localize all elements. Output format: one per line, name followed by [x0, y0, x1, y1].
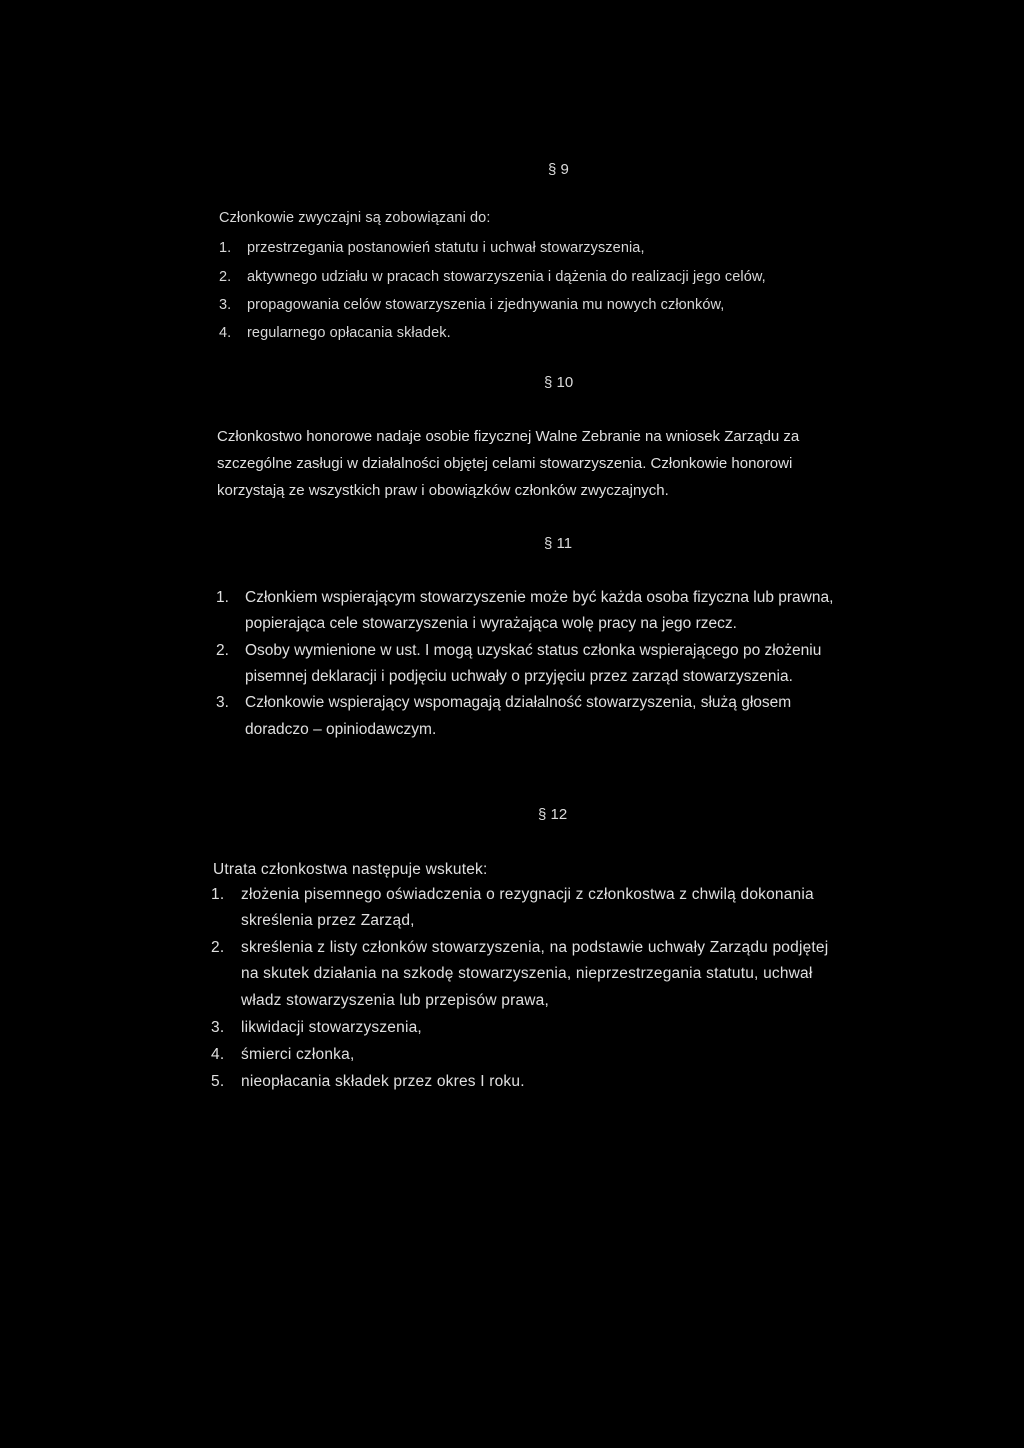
- list-item-number: 5.: [211, 1073, 225, 1090]
- section-10-heading: § 10: [544, 374, 574, 391]
- list-item-number: 2.: [216, 642, 229, 659]
- list-item-text: złożenia pisemnego oświadczenia o rezygnacji z członkostwa z chwilą dokonania: [241, 886, 814, 903]
- list-item-text: Osoby wymienione w ust. I mogą uzyskać status członka wspierającego po złożeniu: [245, 642, 822, 659]
- list-item-text: regularnego opłacania składek.: [247, 325, 451, 341]
- paragraph-line: szczególne zasługi w działalności objętej celami stowarzyszenia. Członkowie honorowi: [217, 455, 793, 472]
- section-12-heading: § 12: [538, 806, 568, 823]
- list-item-text: skreślenia z listy członków stowarzyszenia, na podstawie uchwały Zarządu podjętej: [241, 939, 829, 956]
- list-item-number: 1.: [216, 589, 229, 606]
- list-item-text: na skutek działania na szkodę stowarzyszenia, nieprzestrzegania statutu, uchwał: [241, 965, 813, 982]
- list-item-number: 2.: [211, 939, 225, 956]
- list-item-text: władz stowarzyszenia lub przepisów prawa,: [241, 992, 549, 1009]
- list-item-number: 4.: [211, 1046, 225, 1063]
- list-item-text: aktywnego udziału w pracach stowarzyszenia i dążenia do realizacji jego celów,: [247, 269, 766, 285]
- list-item-text: popierająca cele stowarzyszenia i wyrażająca wolę pracy na jego rzecz.: [245, 615, 737, 632]
- list-item-number: 1.: [219, 240, 232, 256]
- paragraph-line: Członkostwo honorowe nadaje osobie fizycznej Walne Zebranie na wniosek Zarządu za: [217, 428, 800, 445]
- list-item-text: Członkiem wspierającym stowarzyszenie może być każda osoba fizyczna lub prawna,: [245, 589, 834, 606]
- list-item-text: śmierci członka,: [241, 1046, 355, 1063]
- list-item-text: likwidacji stowarzyszenia,: [241, 1019, 422, 1036]
- list-item-text: doradczo – opiniodawczym.: [245, 721, 437, 738]
- list-item-text: nieopłacania składek przez okres I roku.: [241, 1073, 525, 1090]
- list-item-text: skreślenia przez Zarząd,: [241, 912, 415, 929]
- list-item-number: 1.: [211, 886, 225, 903]
- list-item-number: 3.: [211, 1019, 225, 1036]
- section-9-intro: Członkowie zwyczajni są zobowiązani do:: [219, 210, 491, 226]
- paragraph-line: korzystają ze wszystkich praw i obowiązków członków zwyczajnych.: [217, 482, 669, 499]
- section-11-heading: § 11: [544, 535, 573, 552]
- section-9-heading: § 9: [548, 161, 569, 178]
- list-item-number: 2.: [219, 269, 232, 285]
- list-item-text: propagowania celów stowarzyszenia i zjednywania mu nowych członków,: [247, 297, 725, 313]
- section-12-intro: Utrata członkostwa następuje wskutek:: [213, 861, 488, 878]
- list-item-number: 3.: [216, 694, 229, 711]
- list-item-text: pisemnej deklaracji i podjęciu uchwały o przyjęciu przez zarząd stowarzyszenia.: [245, 668, 793, 685]
- list-item-number: 4.: [219, 325, 232, 341]
- list-item-number: 3.: [219, 297, 232, 313]
- list-item-text: Członkowie wspierający wspomagają działalność stowarzyszenia, służą głosem: [245, 694, 792, 711]
- list-item-text: przestrzegania postanowień statutu i uchwał stowarzyszenia,: [247, 240, 645, 256]
